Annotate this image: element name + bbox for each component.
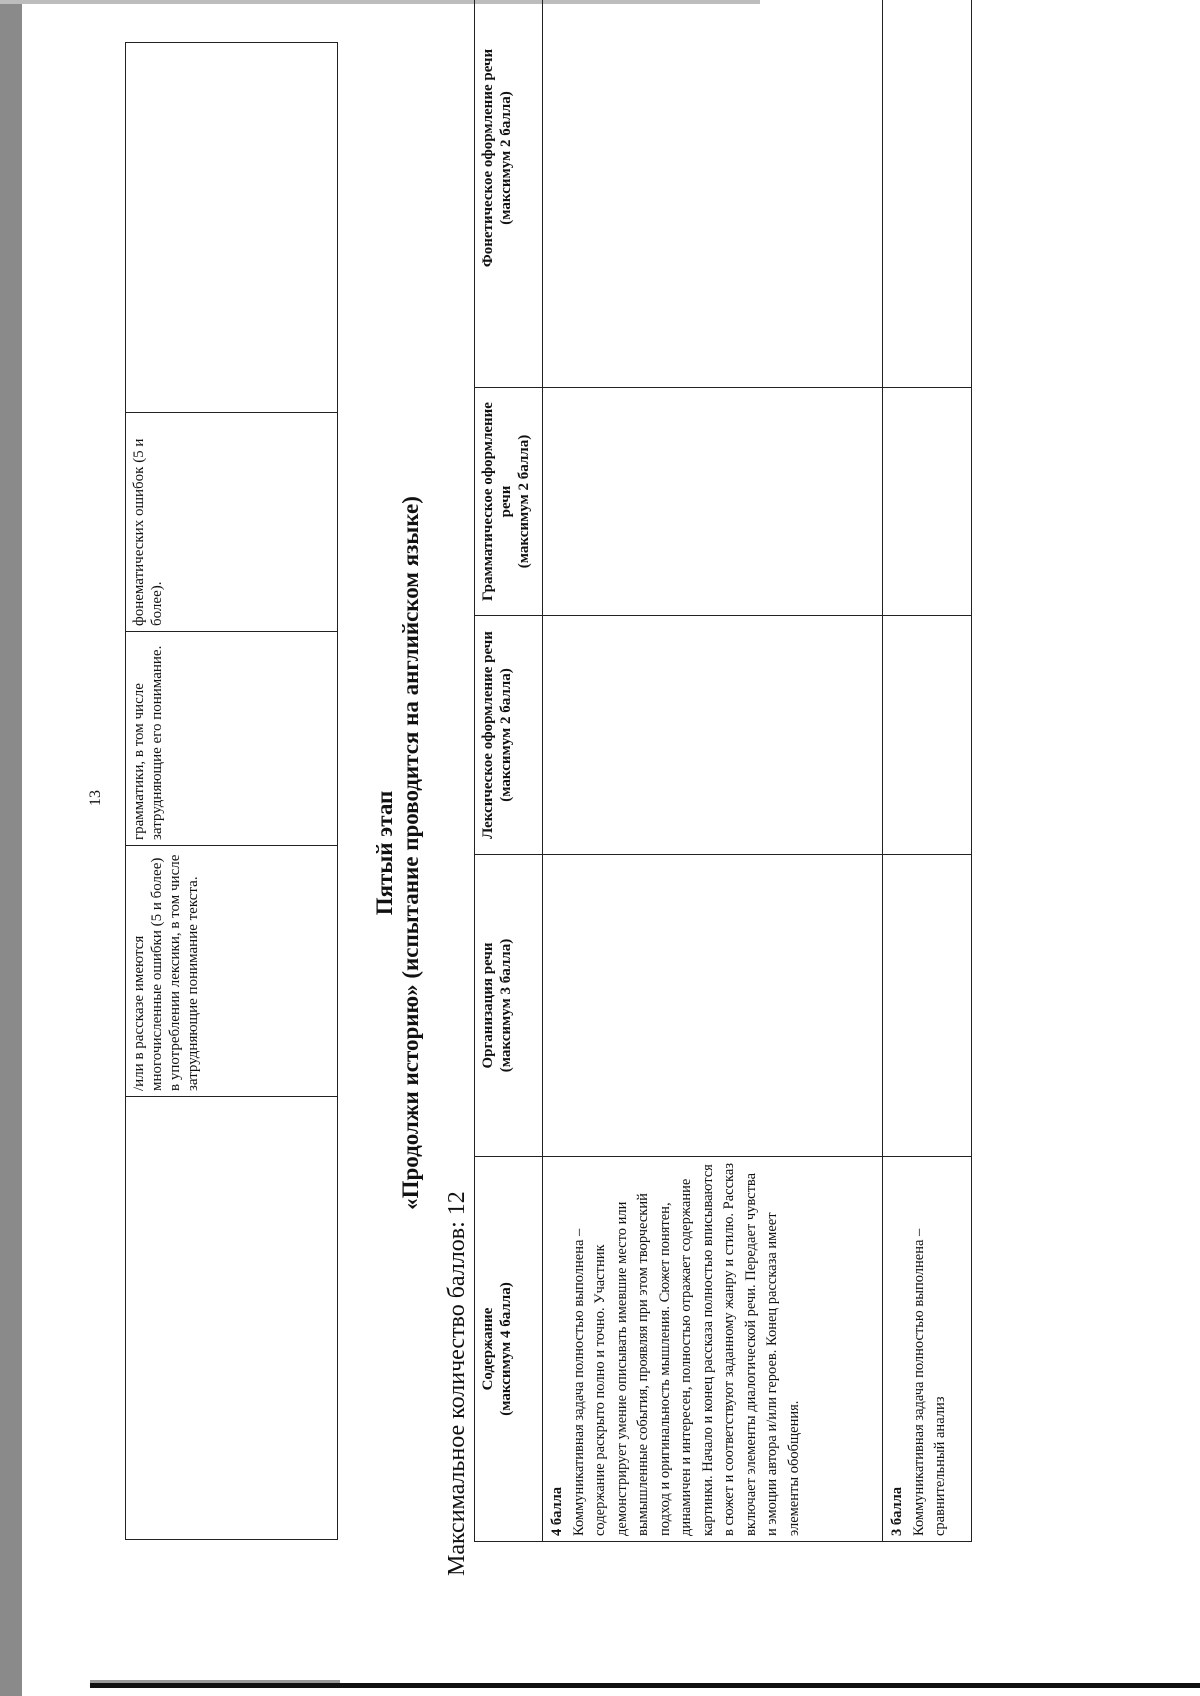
header-lexical-name: Лексическое оформление речи (максимум 2 балла) xyxy=(480,631,514,839)
section-title: Пятый этап xyxy=(372,790,397,916)
header-organization xyxy=(475,855,543,1157)
score-cell xyxy=(543,1157,883,1542)
table-header-row xyxy=(475,0,543,1542)
table-row xyxy=(883,0,972,1542)
score-label: 3 балла xyxy=(889,1486,905,1536)
score-label: 4 балла xyxy=(549,1486,565,1536)
score-description: Коммуникативная задача полностью выполнена – сравнительный анализ xyxy=(910,1228,948,1536)
section-subtitle: «Продолжи историю» (испытание проводится на английском языке) xyxy=(398,496,423,1210)
table-cell: грамматики, в том числе затрудняющие его понимание. xyxy=(126,632,338,846)
header-organization-max: (максимум 3 балла) xyxy=(498,938,514,1073)
header-content-name: Содержание xyxy=(480,1307,496,1391)
table-cell xyxy=(883,388,972,616)
continued-criteria-table xyxy=(125,42,338,1540)
header-grammar xyxy=(475,388,543,616)
table-row xyxy=(126,43,338,1540)
header-lexical xyxy=(475,616,543,855)
header-phonetic xyxy=(475,0,543,388)
header-grammar-max: (максимум 2 балла) xyxy=(516,434,532,569)
header-organization-name: Организация речи xyxy=(480,942,496,1069)
header-grammar-name: Грамматическое оформление речи xyxy=(480,402,514,601)
header-phonetic-name: Фонетическое оформление речи xyxy=(480,48,496,268)
table-cell: /или в рассказе имеются многочисленные ошибки (5 и более) в употреблении лексики, в том числе затрудняющие понимание текста. xyxy=(126,846,338,1097)
header-content-max: (максимум 4 балла) xyxy=(498,1282,514,1416)
header-phonetic-max: (максимум 2 балла) xyxy=(498,91,514,225)
max-points-text: Максимальное количество баллов: 12 xyxy=(444,1191,470,1576)
table-cell xyxy=(543,0,883,388)
table-cell: фонематических ошибок (5 и более). xyxy=(126,413,338,632)
table-cell xyxy=(543,616,883,855)
table-cell xyxy=(883,616,972,855)
score-cell xyxy=(883,1157,972,1542)
table-cell xyxy=(883,0,972,388)
page-number: 13 xyxy=(87,790,104,806)
table-cell xyxy=(543,855,883,1157)
table-cell xyxy=(126,43,338,413)
table-cell xyxy=(126,1097,338,1540)
criteria-table xyxy=(474,0,972,1542)
table-cell xyxy=(543,388,883,616)
header-content xyxy=(475,1157,543,1542)
table-cell xyxy=(883,855,972,1157)
table-row xyxy=(543,0,883,1542)
score-description: Коммуникативная задача полностью выполнена – содержание раскрыто полно и точно. Участник демонстрирует умение описывать имевшие место или вымышленные события, проявляя при этом творческий подход и оригинальность мышления. Сюжет понятен, динамичен и интересен, полностью отражает содержание картинки. Начало и конец рассказа полностью вписываются в сюжет и соответствуют заданному жанру и стилю. Рассказ включает элементы диалогической речи. Передает чувства и эмоции автора и/или героев. Конец рассказа имеет элементы обобщения. xyxy=(570,1162,802,1536)
